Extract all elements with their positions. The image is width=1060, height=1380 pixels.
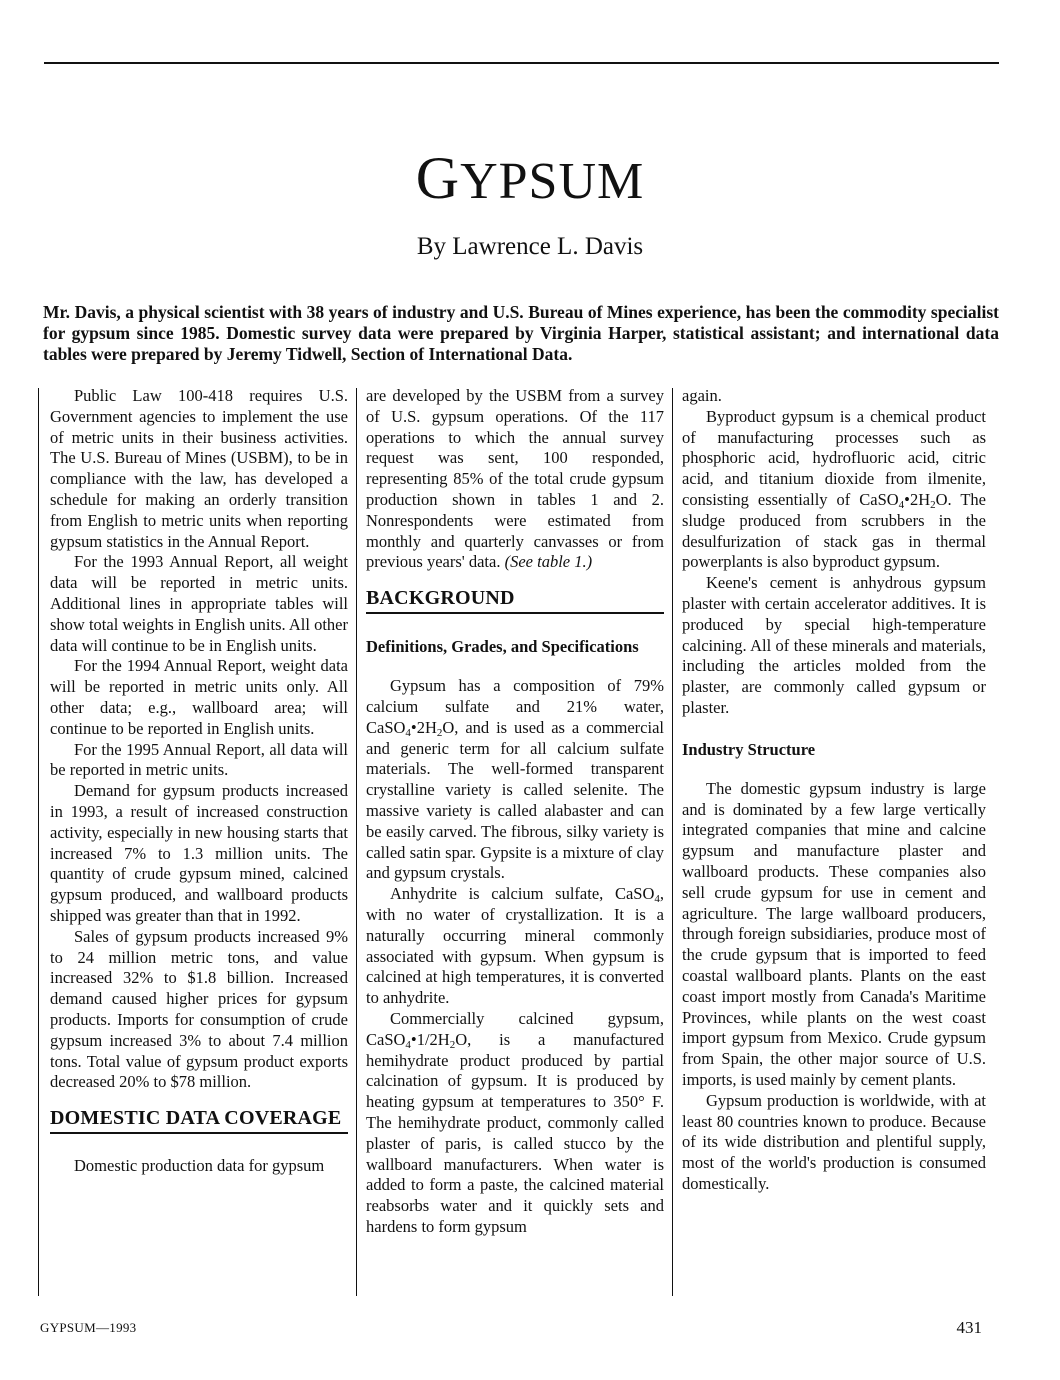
column-divider-1 xyxy=(356,388,357,1296)
paragraph xyxy=(366,884,664,1009)
paragraph xyxy=(682,407,986,573)
paragraph: Public Law 100-418 requires U.S. Government agencies to implement the use of metric units in their business activities. The U.S. Bureau of Mines (USBM), to be in compliance with the law, has developed a schedule for making an orderly transition from English to metric units when reporting gypsum statistics in the Annual Report. xyxy=(50,386,348,551)
paragraph: The domestic gypsum industry is large and is dominated by a few large vertically integrated companies that mine and calcine gypsum and manufacture plaster and wallboard products. These companies also sell crude gypsum for use in cement and agriculture. The large wallboard producers, through foreign subsidiaries, produce most of the crude gypsum that is imported to feed coastal wallboard plants. Plants on the east coast import mostly from Canada's Maritime Provinces, while plants on the west coast import gypsum from Mexico. Crude gypsum from Spain, the other major source of U.S. imports, is used mainly by cement plants. xyxy=(682,778,986,1089)
paragraph xyxy=(366,676,664,884)
subheading-definitions: Definitions, Grades, and Specifications xyxy=(366,637,639,657)
subheading-industry-structure: Industry Structure xyxy=(682,739,816,759)
paragraph xyxy=(366,1009,664,1238)
paragraph: Gypsum production is worldwide, with at least 80 countries known to produce. Because of its wide distribution and plentiful supply, most of the world's production is consumed domestically. xyxy=(682,1090,986,1193)
paragraph-text: •2H xyxy=(904,489,931,509)
paragraph: Demand for gypsum products increased in 1993, a result of increased construction activity, especially in new housing starts that increased 7% to 1.3 million units. The quantity of crude gypsum mined, calcined gypsum produced, and wallboard products shipped was greater than that in 1992. xyxy=(50,781,348,925)
paragraph: For the 1994 Annual Report, weight data will be reported in metric units only. All other data; e.g., wallboard area; will continue to be reported in English units. xyxy=(50,656,348,738)
table-reference: (See table 1.) xyxy=(504,552,593,572)
column-1 xyxy=(50,386,348,1177)
subscript: 4 xyxy=(898,498,905,511)
title-rest: YPSUM xyxy=(460,153,645,210)
paragraph-text: Byproduct gypsum is a chemical product of manufacturing processes such as phosphoric acid, hydrofluoric acid, citric acid, and titanium dioxide from ilmenite, consisting essentially of CaSO xyxy=(682,406,986,509)
subscript: 4 xyxy=(654,893,660,906)
paragraph xyxy=(366,386,664,573)
section-heading-background: BACKGROUND xyxy=(366,587,664,614)
subscript: 2 xyxy=(449,1038,456,1051)
paragraph: Sales of gypsum products increased 9% to 24 million metric tons, and value increased 32% to $1.8 billion. Increased demand caused higher prices for gypsum products. Imports for consumption of crude gypsum increased 3% to about 7.4 million tons. Total value of gypsum product exports decreased 20% to $78 million. xyxy=(50,926,348,1092)
subscript: 2 xyxy=(930,498,936,511)
subscript: 4 xyxy=(405,726,411,739)
paragraph-text: O. The sludge produced from scrubbers in the desulfurization of stack gas in thermal powerplants is also byproduct gypsum. xyxy=(682,489,986,572)
subscript: 4 xyxy=(405,1038,411,1051)
column-divider-2 xyxy=(672,388,673,1296)
paragraph: For the 1993 Annual Report, all weight data will be reported in metric units. Additional lines in appropriate tables will show total weights in English units. All other data will continue to be in English units. xyxy=(50,552,348,655)
paragraph-text: •1/2H xyxy=(410,1029,450,1049)
title-initial: G xyxy=(415,145,461,211)
paragraph-text: are developed by the USBM from a survey of U.S. gypsum operations. Of the 117 operations to which the annual survey request was sent, 100 responded, representing 85% of the total crude gypsum production shown in tables 1 and 2. Nonrespondents were estimated from monthly and quarterly canvasses or from previous years' data. xyxy=(366,386,664,572)
paragraph-text: Commercially calcined gypsum, CaSO xyxy=(366,1008,664,1049)
column-2 xyxy=(366,386,664,1238)
paragraph-text: •2H xyxy=(410,717,437,737)
author-note: Mr. Davis, a physical scientist with 38 years of industry and U.S. Bureau of Mines experience, has been the commodity specialist for gypsum since 1985. Domestic survey data were prepared by Virginia Harper, statistical assistant; and international data tables were prepared by Jeremy Tidwell, Section of International Data. xyxy=(43,302,999,364)
paragraph: again. xyxy=(682,386,722,405)
column-divider-left xyxy=(38,388,39,1296)
running-footer: GYPSUM—1993 xyxy=(40,1320,137,1335)
paragraph-text: Gypsum has a composition of 79% calcium sulfate and 21% water, CaSO xyxy=(366,676,664,737)
page-title xyxy=(0,145,1060,211)
paragraph: For the 1995 Annual Report, all data will be reported in metric units. xyxy=(50,739,348,780)
paragraph: Keene's cement is anhydrous gypsum plaster with certain accelerator additives. It is produced by special high-temperature calcining. All of these minerals and materials, including the articles molded from the plaster, are commonly called gypsum or plaster. xyxy=(682,573,986,717)
paragraph-text: O, is a manufactured hemihydrate product produced by partial calcination of gypsum. It is produced by heating gypsum at temperatures to 350° F. The hemihydrate product, commonly called plaster of paris, is called stucco by the wallboard manufacturers. When water is added to form a paste, the calcined material reabsorbs water and it quickly sets and hardens to form gypsum xyxy=(366,1029,664,1236)
paragraph-text: O, and is used as a commercial and generic term for all calcium sulfate materials. The well-formed transparent crystalline variety is called selenite. The massive variety is called alabaster and can be easily carved. The fibrous, silky variety is called satin spar. Gypsite is a mixture of clay and gypsum crystals. xyxy=(366,717,664,883)
byline: By Lawrence L. Davis xyxy=(416,233,644,260)
paragraph-text: Anhydrite is calcium sulfate, CaSO xyxy=(390,884,655,904)
subscript: 2 xyxy=(436,726,443,739)
column-3 xyxy=(682,386,986,1195)
top-rule xyxy=(44,62,999,64)
paragraph-text: , with no water of crystallization. It is a naturally occurring mineral commonly associated with gypsum. When gypsum is calcined at high temperatures, it is converted to anhydrite. xyxy=(366,884,664,1008)
page-number: 431 xyxy=(956,1318,982,1337)
paragraph: Domestic production data for gypsum xyxy=(74,1156,325,1176)
section-heading-domestic-data-coverage: DOMESTIC DATA COVERAGE xyxy=(50,1107,348,1134)
